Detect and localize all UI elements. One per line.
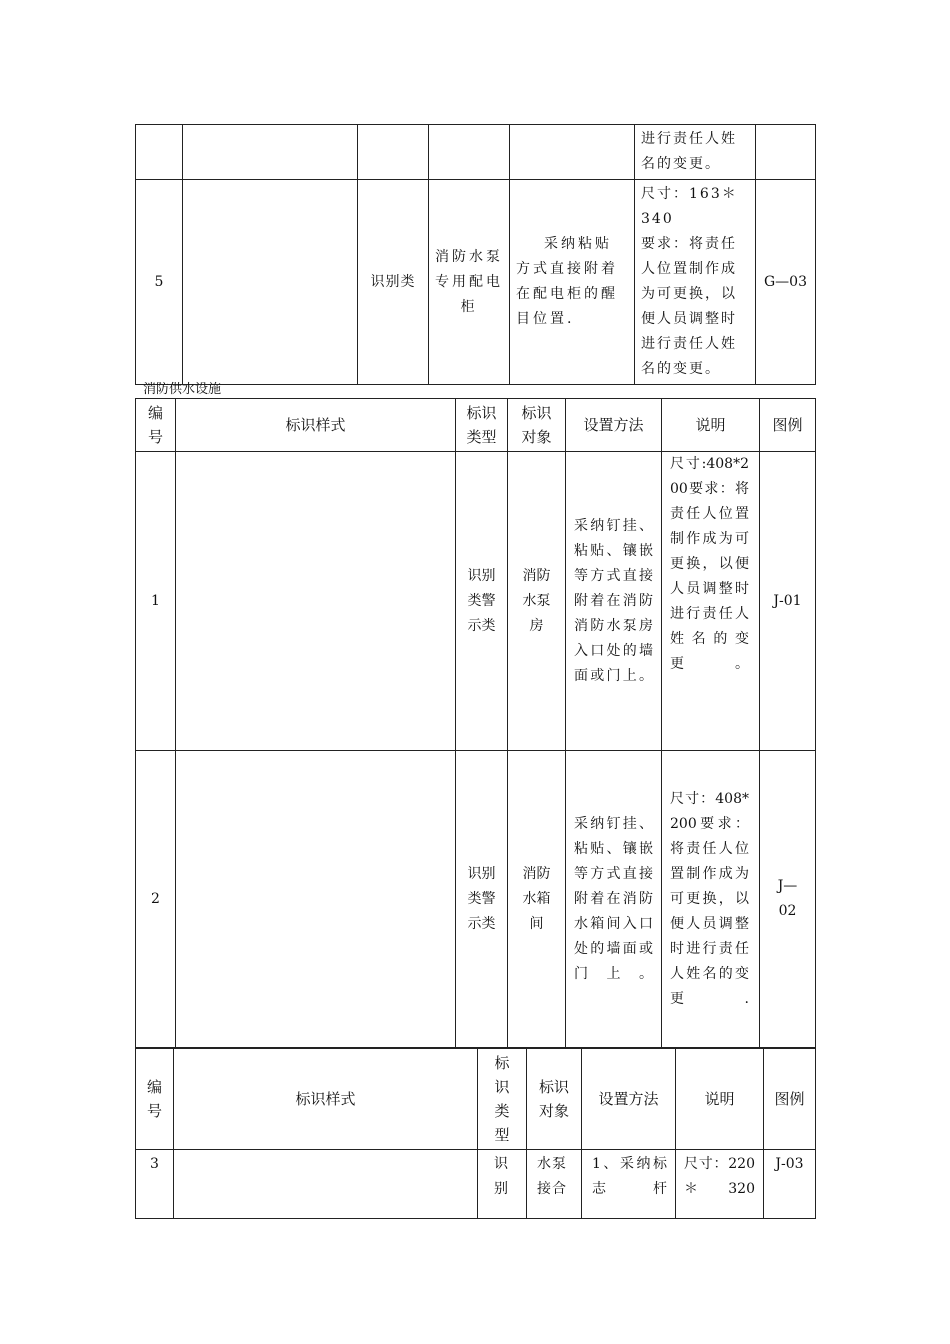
fig-cell: J—02 — [760, 751, 816, 1048]
desc-cell: 尺寸：220＊320 — [676, 1150, 764, 1219]
fig-cell: J-03 — [764, 1150, 816, 1219]
header-num: 编号 — [136, 399, 176, 452]
header-style: 标识样式 — [176, 399, 456, 452]
object-cell: 水泵接合 — [527, 1150, 582, 1219]
num-cell: 2 — [136, 751, 176, 1048]
type-cell: 识别类警示类 — [456, 452, 508, 751]
style-cell — [183, 180, 358, 385]
header-method: 设置方法 — [566, 399, 662, 452]
header-fig: 图例 — [760, 399, 816, 452]
type-cell: 识别类警示类 — [456, 751, 508, 1048]
desc-cell — [635, 180, 756, 385]
object-cell: 消防水泵房 — [508, 452, 566, 751]
method-cell: 采纳钉挂、粘贴、镶嵌等方式直接附着在消防水箱间入口处的墙面或门上。 — [566, 751, 662, 1048]
table-header-row — [136, 399, 816, 452]
desc-req: 要求：将责任人位置制作成为可更换，以便人员调整时进行责任人姓名的变更。 — [641, 236, 737, 377]
header-type: 标识类型 — [478, 1049, 527, 1150]
header-desc: 说明 — [662, 399, 760, 452]
table-water-supply — [135, 398, 816, 1048]
section-caption: 消防供水设施 — [143, 382, 222, 397]
table-row — [136, 452, 816, 751]
object-cell: 消防水箱间 — [508, 751, 566, 1048]
header-style: 标识样式 — [174, 1049, 478, 1150]
fig-cell: G—03 — [756, 180, 816, 385]
desc-cell: 尺寸：408*200要求：将责任人位置制作成为可更换，以便人员调整时进行责任人姓名的变更. — [662, 751, 760, 1048]
type-cell: 识别 — [478, 1150, 527, 1219]
num-cell: 3 — [136, 1150, 174, 1219]
table-header-row — [136, 1049, 816, 1150]
header-object: 标识对象 — [508, 399, 566, 452]
method-cell: 采纳钉挂、粘贴、镶嵌等方式直接附着在消防消防水泵房入口处的墙面或门上。 — [566, 452, 662, 751]
desc-cell: 进行责任人姓名的变更。 — [635, 125, 756, 180]
table-row — [136, 125, 816, 180]
table-row — [136, 751, 816, 1048]
style-cell — [176, 751, 456, 1048]
header-desc: 说明 — [676, 1049, 764, 1150]
num-cell: 1 — [136, 452, 176, 751]
header-num: 编号 — [136, 1049, 174, 1150]
style-cell — [176, 452, 456, 751]
header-fig: 图例 — [764, 1049, 816, 1150]
table-row — [136, 1150, 816, 1219]
table-continuation — [135, 124, 816, 385]
header-object: 标识对象 — [527, 1049, 582, 1150]
method-cell: 1、采纳标志杆 — [582, 1150, 676, 1219]
fig-cell: J-01 — [760, 452, 816, 751]
type-cell: 识别类 — [358, 180, 429, 385]
style-cell — [174, 1150, 478, 1219]
object-cell: 消防水泵专用配电柜 — [429, 180, 510, 385]
method-cell: 采纳粘贴方式直接附着在配电柜的醒目位置. — [510, 180, 635, 385]
header-type: 标识类型 — [456, 399, 508, 452]
table-row — [136, 180, 816, 385]
num-cell: 5 — [136, 180, 183, 385]
desc-size: 尺寸：163＊340 — [641, 186, 738, 227]
desc-cell: 尺寸:408*200要求：将责任人位置制作成为可更换，以便人员调整时进行责任人姓名的变更。 — [662, 452, 760, 751]
header-method: 设置方法 — [582, 1049, 676, 1150]
table-water-supply-cont — [135, 1048, 816, 1219]
